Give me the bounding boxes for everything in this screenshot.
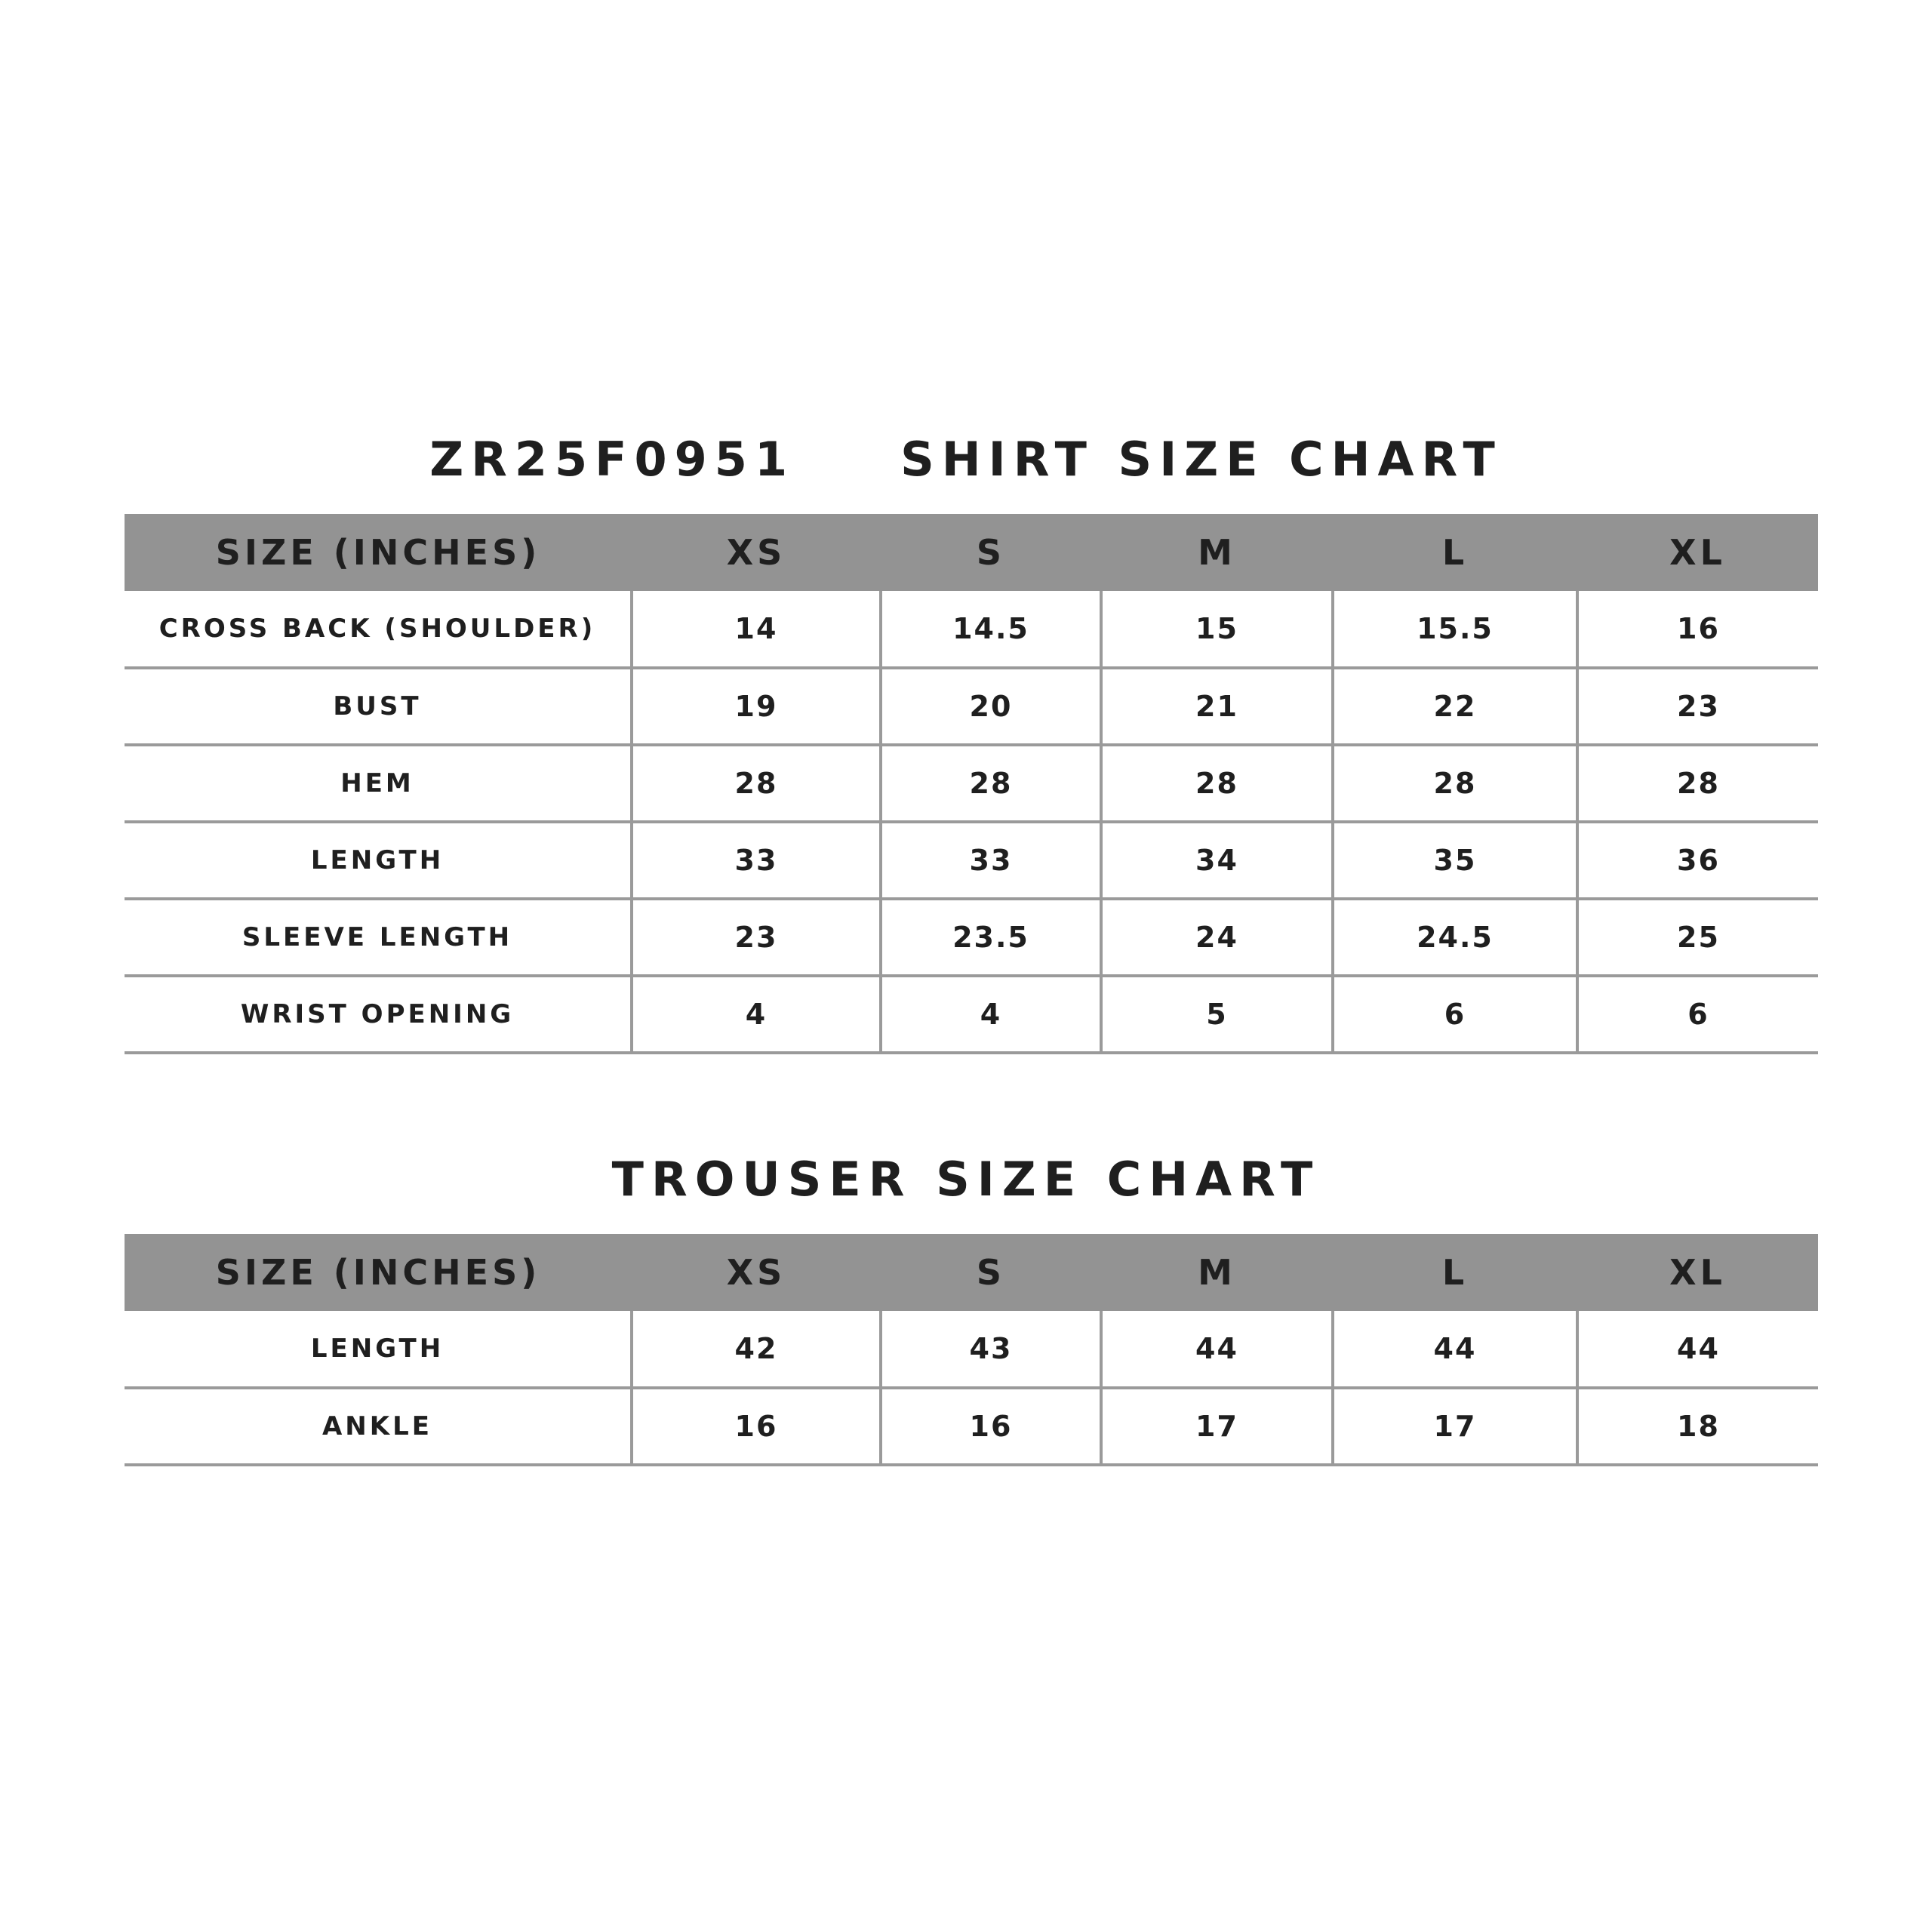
shirt-chart-heading: SHIRT SIZE CHART (900, 432, 1503, 487)
header-size-s: S (976, 532, 1006, 573)
table-cell: 17 (1101, 1388, 1333, 1465)
header-size-m: M (1198, 1252, 1236, 1293)
row-label: LENGTH (310, 845, 445, 875)
table-row (125, 745, 1818, 822)
table-cell: 33 (881, 822, 1101, 899)
table-cell: 23 (632, 899, 881, 976)
table-cell: 21 (1101, 668, 1333, 745)
header-size-xl: XL (1669, 532, 1726, 573)
table-cell: 44 (1333, 1311, 1577, 1388)
table-cell: 36 (1577, 822, 1818, 899)
table-cell: 20 (881, 668, 1101, 745)
header-size-xs: XS (726, 532, 786, 573)
table-cell: 24.5 (1333, 899, 1577, 976)
table-cell: 43 (881, 1311, 1101, 1388)
row-label: SLEEVE LENGTH (242, 922, 513, 952)
trouser-chart-title: TROUSER SIZE CHART (611, 1152, 1321, 1207)
shirt-chart-title (0, 432, 1932, 487)
table-cell: 42 (632, 1311, 881, 1388)
table-cell: 35 (1333, 822, 1577, 899)
product-code: ZR25F0951 (429, 432, 795, 487)
table-cell: 18 (1577, 1388, 1818, 1465)
table-row (125, 591, 1818, 668)
row-label: ANKLE (321, 1411, 432, 1441)
table-cell: 19 (632, 668, 881, 745)
table-cell: 25 (1577, 899, 1818, 976)
header-size-inches: SIZE (INCHES) (215, 1252, 541, 1293)
row-label: LENGTH (310, 1334, 445, 1364)
table-cell: 16 (1577, 591, 1818, 668)
table-cell: 23.5 (881, 899, 1101, 976)
table-cell: 6 (1577, 976, 1818, 1053)
header-size-l: L (1441, 1252, 1469, 1293)
table-cell: 16 (632, 1388, 881, 1465)
header-size-xl: XL (1669, 1252, 1726, 1293)
table-cell: 6 (1333, 976, 1577, 1053)
table-cell: 4 (881, 976, 1101, 1053)
table-row (125, 1311, 1818, 1388)
header-size-l: L (1441, 532, 1469, 573)
row-label: HEM (340, 768, 414, 798)
table-cell: 28 (1333, 745, 1577, 822)
table-cell: 22 (1333, 668, 1577, 745)
table-cell: 24 (1101, 899, 1333, 976)
header-size-inches: SIZE (INCHES) (215, 532, 541, 573)
table-cell: 14.5 (881, 591, 1101, 668)
table-header-row (125, 1234, 1818, 1311)
table-cell: 28 (881, 745, 1101, 822)
table-row (125, 976, 1818, 1053)
table-row (125, 1388, 1818, 1465)
table-cell: 15.5 (1333, 591, 1577, 668)
table-row (125, 899, 1818, 976)
table-cell: 4 (632, 976, 881, 1053)
table-cell: 23 (1577, 668, 1818, 745)
row-label: WRIST OPENING (240, 999, 515, 1029)
table-cell: 5 (1101, 976, 1333, 1053)
table-cell: 33 (632, 822, 881, 899)
table-row (125, 822, 1818, 899)
row-label: CROSS BACK (SHOULDER) (158, 614, 596, 644)
table-cell: 16 (881, 1388, 1101, 1465)
table-cell: 28 (1101, 745, 1333, 822)
table-cell: 17 (1333, 1388, 1577, 1465)
header-size-s: S (976, 1252, 1006, 1293)
table-cell: 44 (1101, 1311, 1333, 1388)
table-header-row (125, 514, 1818, 591)
table-cell: 15 (1101, 591, 1333, 668)
table-row (125, 668, 1818, 745)
table-cell: 34 (1101, 822, 1333, 899)
table-cell: 28 (1577, 745, 1818, 822)
trouser-size-table (125, 1234, 1818, 1466)
shirt-size-table (125, 514, 1818, 1054)
table-cell: 28 (632, 745, 881, 822)
header-size-xs: XS (726, 1252, 786, 1293)
row-label: BUST (333, 691, 422, 721)
table-cell: 14 (632, 591, 881, 668)
table-cell: 44 (1577, 1311, 1818, 1388)
header-size-m: M (1198, 532, 1236, 573)
